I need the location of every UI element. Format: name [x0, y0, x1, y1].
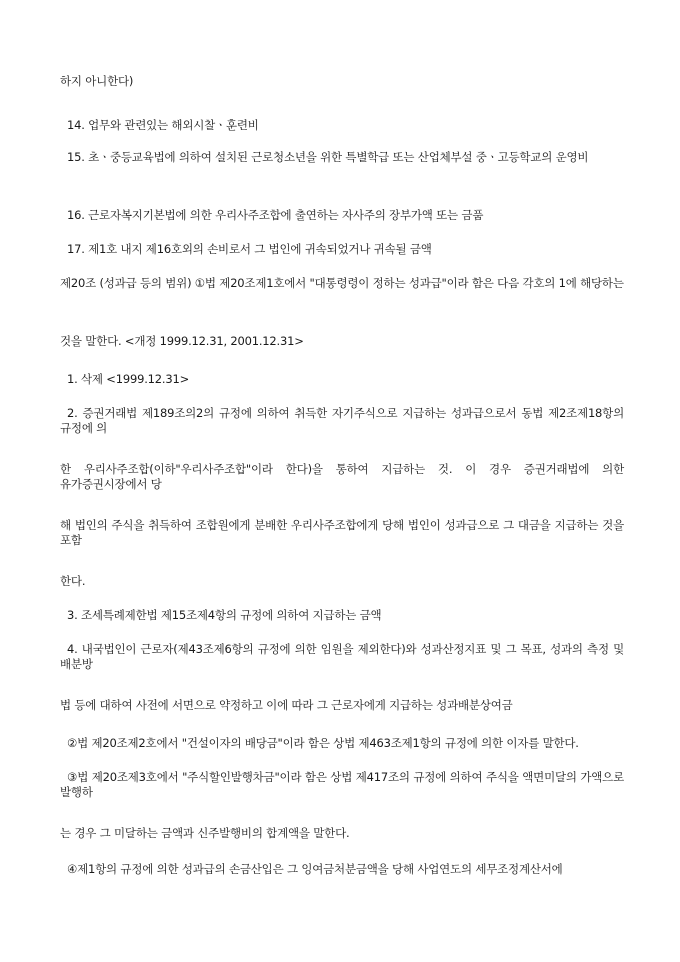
- paragraph: 1. 삭제 <1999.12.31>: [67, 372, 190, 386]
- paragraph: 14. 업무와 관련있는 해외시찰ㆍ훈련비: [67, 118, 259, 132]
- paragraph: 17. 제1호 내지 제16호외의 손비로서 그 법인에 귀속되었거나 귀속될 금액: [67, 242, 432, 256]
- paragraph: 16. 근로자복지기본법에 의한 우리사주조합에 출연하는 자사주의 장부가액 또는 금품: [67, 208, 484, 222]
- paragraph: ④제1항의 규정에 의한 성과급의 손금산입은 그 잉여금처분금액을 당해 사업연도의 세무조정계산서에: [67, 862, 563, 876]
- paragraph: 법 등에 대하여 사전에 서면으로 약정하고 이에 따라 그 근로자에게 지급하는 성과배분상여금: [60, 698, 513, 712]
- paragraph: 3. 조세특례제한법 제15조제4항의 규정에 의하여 지급하는 금액: [67, 608, 382, 622]
- paragraph: 15. 초ㆍ중등교육법에 의하여 설치된 근로청소년을 위한 특별학급 또는 산업체부설 중ㆍ고등학교의 운영비: [67, 150, 589, 164]
- paragraph: ③법 제20조제3호에서 "주식할인발행차금"이라 함은 상법 제417조의 규정에 의하여 주식을 액면미달의 가액으로 발행하: [60, 770, 624, 799]
- paragraph: 제20조 (성과급 등의 범위) ①법 제20조제1호에서 "대통령령이 정하는 성과급"이라 함은 다음 각호의 1에 해당하는: [60, 276, 624, 290]
- paragraph: 는 경우 그 미달하는 금액과 신주발행비의 합계액을 말한다.: [60, 826, 350, 840]
- paragraph: 한다.: [60, 574, 86, 588]
- paragraph: 4. 내국법인이 근로자(제43조제6항의 규정에 의한 임원을 제외한다)와 성과산정지표 및 그 목표, 성과의 측정 및 배분방: [60, 642, 624, 671]
- paragraph: 하지 아니한다): [60, 74, 134, 88]
- paragraph: 것을 말한다. <개정 1999.12.31, 2001.12.31>: [60, 334, 304, 348]
- paragraph: 2. 증권거래법 제189조의2의 규정에 의하여 취득한 자기주식으로 지급하는 성과급으로서 동법 제2조제18항의 규정에 의: [60, 406, 624, 435]
- paragraph: ②법 제20조제2호에서 "건설이자의 배당금"이라 함은 상법 제463조제1항의 규정에 의한 이자를 말한다.: [67, 736, 579, 750]
- paragraph: 한 우리사주조합(이하"우리사주조합"이라 한다)을 통하여 지급하는 것. 이 경우 증권거래법에 의한 유가증권시장에서 당: [60, 462, 624, 491]
- paragraph: 해 법인의 주식을 취득하여 조합원에게 분배한 우리사주조합에게 당해 법인이 성과급으로 그 대금을 지급하는 것을 포함: [60, 518, 624, 547]
